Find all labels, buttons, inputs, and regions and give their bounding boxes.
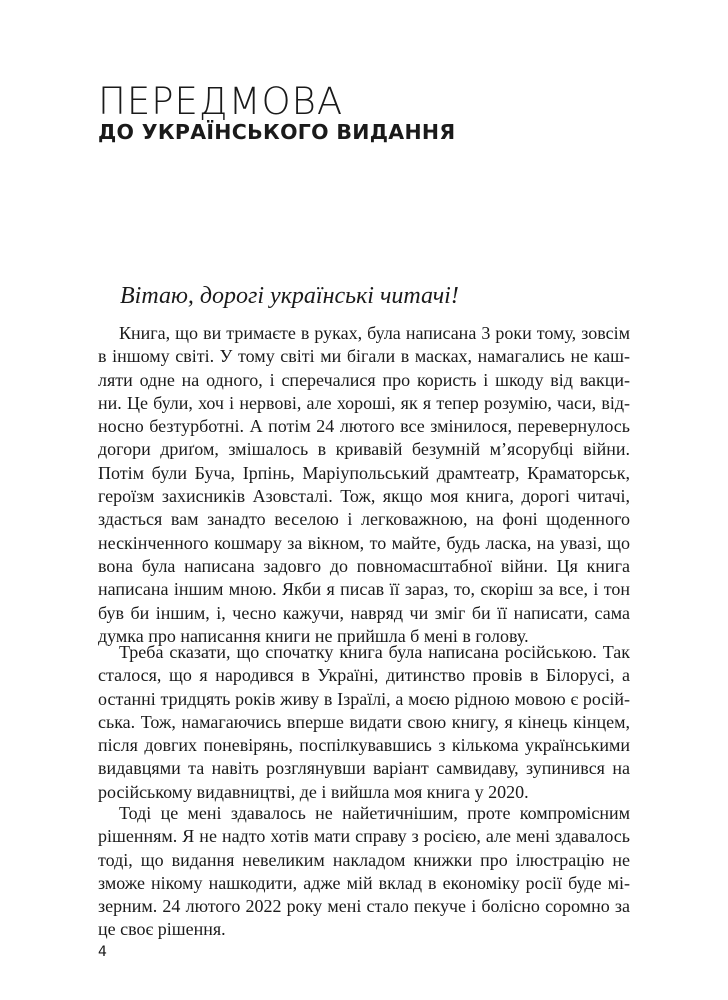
- text-line: тоді, що видання невеликим накладом книжки про ілюстрацію не: [98, 849, 630, 870]
- page-number: 4: [98, 944, 107, 960]
- text-line: ляти одне на одного, і сперечалися про користь і шкоду від вакци-: [98, 369, 630, 390]
- text-line: зможе нікому нашкодити, адже мій вклад в економіку росії буде мі-: [98, 872, 630, 893]
- chapter-title: ПЕРЕДМОВА: [98, 80, 344, 123]
- text-line: нескінченного кошмару за вікном, то майте, будь ласка, на увазі, що: [98, 532, 630, 553]
- paragraph-2: [98, 641, 630, 804]
- paragraph-1: [98, 322, 630, 648]
- text-line: догори дриґом, змішалось в кривавій безумній м’ясорубці війни.: [98, 439, 630, 460]
- text-line: Треба сказати, що спочатку книга була написана російською. Так: [119, 642, 630, 662]
- text-line: носно безтурботні. А потім 24 лютого все змінилося, перевернулось: [98, 416, 630, 437]
- greeting: Вітаю, дорогі українські читачі!: [120, 283, 459, 309]
- text-line: Книга, що ви тримаєте в руках, була написана 3 роки тому, зовсім: [119, 323, 630, 343]
- text-line: останні тридцять років живу в Ізраїлі, а моєю рідною мовою є росій-: [98, 688, 630, 709]
- text-line: російському видавництві, де і вийшла моя книга у 2020.: [98, 781, 529, 802]
- text-line: здасться вам занадто веселою і легковажною, на фоні щоденного: [98, 509, 630, 530]
- text-line: зерним. 24 лютого 2022 року мені стало пекуче і болісно соромно за: [98, 896, 630, 917]
- text-line: видавцями та навіть розглянувши варіант самвидаву, зупинився на: [98, 758, 630, 779]
- text-line: сталося, що я народився в Україні, дитинство провів в Білорусі, а: [98, 665, 630, 686]
- text-line: це своє рішення.: [98, 919, 226, 940]
- chapter-subtitle: ДО УКРАЇНСЬКОГО ВИДАННЯ: [98, 120, 456, 144]
- text-line: героїзм захисників Азовсталі. Тож, якщо моя книга, дорогі читачі,: [98, 486, 630, 507]
- text-line: ська. Тож, намагаючись вперше видати свою книгу, я кінець кінцем,: [98, 711, 630, 732]
- text-line: після довгих поневірянь, поспілкувавшись з кількома українськими: [98, 735, 630, 756]
- text-line: думка про написання книги не прийшла б мені в голову.: [98, 625, 529, 646]
- text-line: написана іншим мною. Якби я писав її зараз, то, скоріш за все, і тон: [98, 579, 630, 600]
- text-line: Тоді це мені здавалось не найетичнішим, проте компромісним: [119, 803, 630, 823]
- text-line: вона була написана задовго до повномасштабної війни. Ця книга: [98, 555, 630, 576]
- text-line: ни. Це були, хоч і нервові, але хороші, як я тепер розумію, часи, від-: [98, 392, 630, 413]
- text-line: рішенням. Я не надто хотів мати справу з росією, але мені здавалось: [98, 826, 630, 847]
- paragraph-3: [98, 802, 630, 942]
- text-line: в іншому світі. У тому світі ми бігали в масках, намагались не каш-: [98, 346, 630, 367]
- text-line: Потім були Буча, Ірпінь, Маріупольський драмтеатр, Краматорськ,: [98, 462, 630, 483]
- text-line: був би іншим, і, чесно кажучи, навряд чи зміг би її написати, сама: [98, 602, 630, 623]
